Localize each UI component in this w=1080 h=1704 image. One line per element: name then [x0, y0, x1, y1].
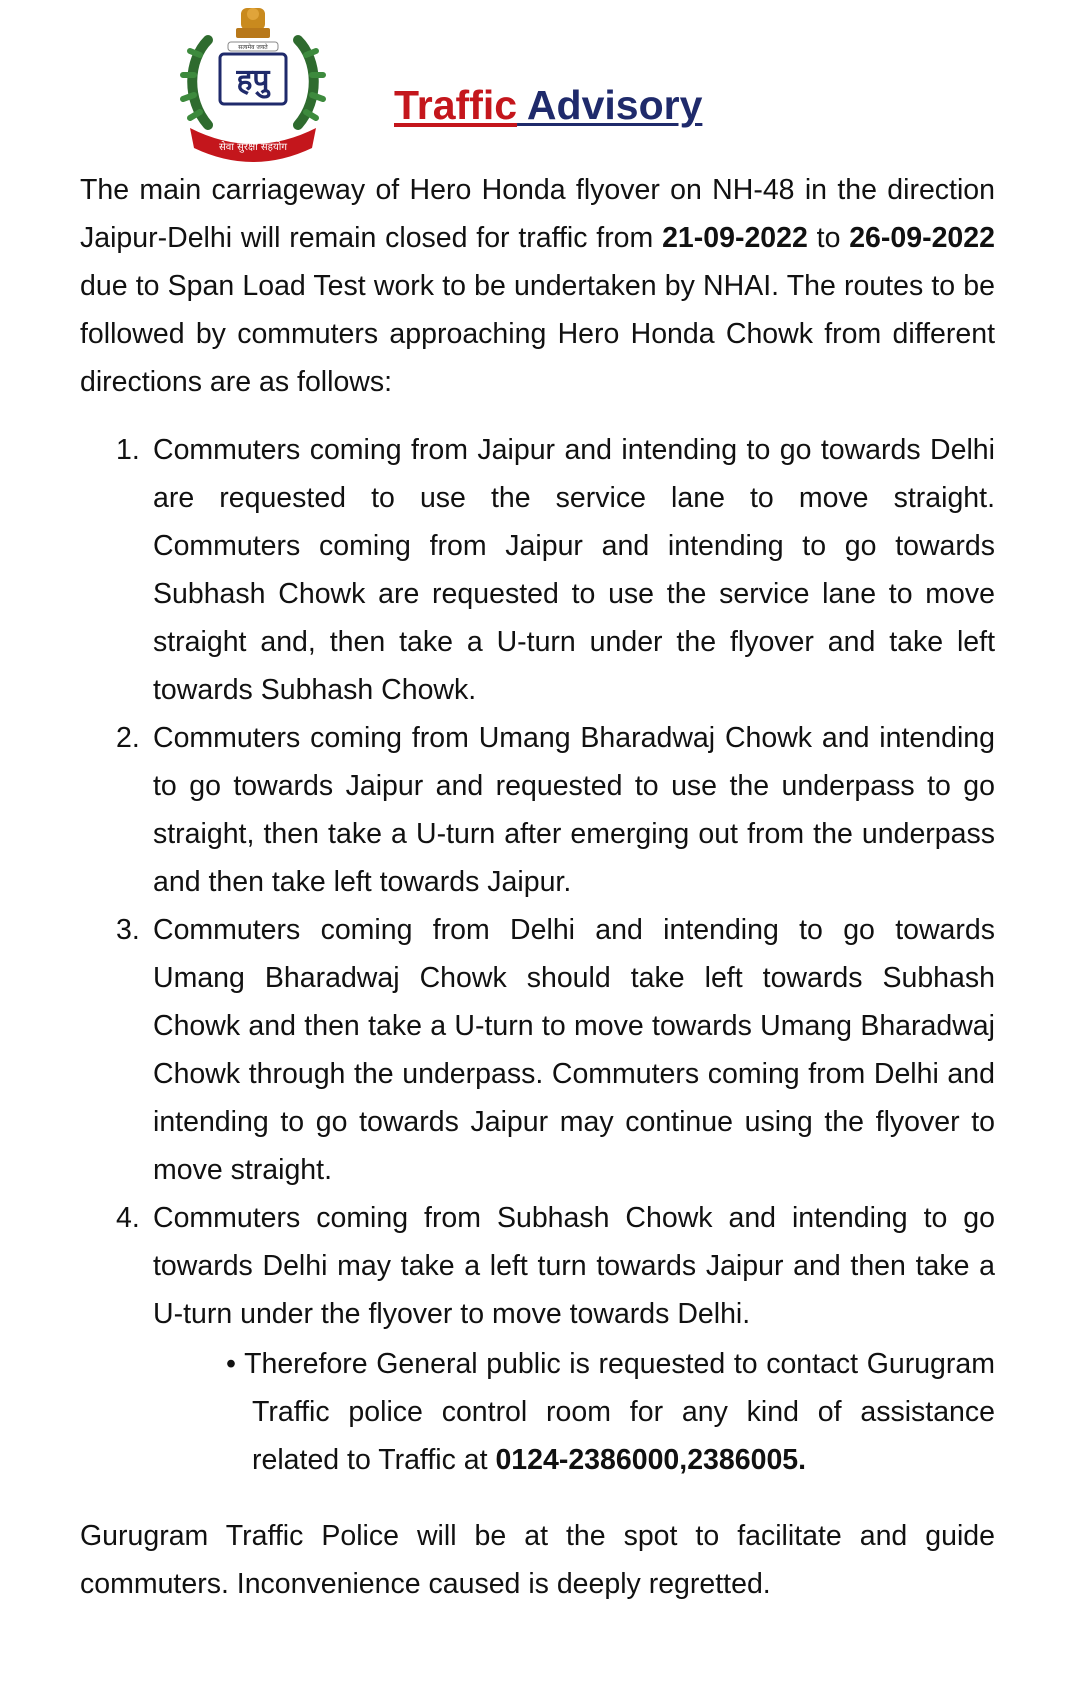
haryana-police-logo — [178, 0, 328, 165]
emblem-caption: सत्यमेव जयते — [238, 44, 268, 51]
intro-paragraph — [80, 166, 995, 406]
logo-letters: हपु — [236, 63, 270, 98]
logo-motto: सेवा सुरक्षा सहयोग — [219, 142, 287, 153]
list-item-text: Commuters coming from Jaipur and intending to go towards Delhi are requested to use the service lane to move straight. Commuters coming from Jaipur and intending to go towards Subhash Chowk are requested to use the service lane to move straight and, then take a U-turn under the flyover and take left towards Subhash Chowk. — [153, 434, 995, 706]
date-from: 21-09-2022 — [662, 222, 808, 254]
bullet-icon: • — [226, 1348, 236, 1380]
list-item — [80, 906, 995, 1194]
control-room-phone: 0124-2386000,2386005. — [495, 1444, 807, 1476]
intro-text-b: to — [807, 222, 850, 254]
routes-list — [80, 426, 995, 1484]
list-item-number: 4. — [116, 1202, 140, 1234]
list-item-number: 1. — [116, 434, 140, 466]
list-item-text: Commuters coming from Subhash Chowk and intending to go towards Delhi may take a left turn towards Jaipur and then take a U-turn under the flyover to move towards Delhi. — [153, 1202, 995, 1330]
page-title — [394, 82, 702, 129]
title-advisory: Advisory — [517, 82, 703, 128]
list-item-number: 2. — [116, 722, 140, 754]
list-item-number: 3. — [116, 914, 140, 946]
list-item-text: Commuters coming from Umang Bharadwaj Chowk and intending to go towards Jaipur and requested to use the underpass to go straight, then take a U-turn after emerging out from the underpass and then take left towards Jaipur. — [153, 722, 995, 898]
contact-note — [225, 1340, 995, 1484]
list-item — [80, 426, 995, 714]
date-to: 26-09-2022 — [849, 222, 995, 254]
list-item-text: Commuters coming from Delhi and intending to go towards Umang Bharadwaj Chowk should take left towards Subhash Chowk and then take a U-turn to move towards Umang Bharadwaj Chowk through the underpass. Commuters coming from Delhi and intending to go towards Jaipur may continue using the flyover to move straight. — [153, 914, 995, 1186]
intro-text-a: The main carriageway of Hero Honda flyover on NH-48 in the direction Jaipur-Delhi will remain closed for traffic from — [80, 174, 995, 254]
note-text: Therefore General public is requested to contact Gurugram Traffic police control room for any kind of assistance related to Traffic at — [235, 1348, 995, 1476]
list-item — [80, 1194, 995, 1338]
closing-paragraph: Gurugram Traffic Police will be at the spot to facilitate and guide commuters. Inconvenience caused is deeply regretted. — [80, 1520, 995, 1600]
intro-text-c: due to Span Load Test work to be undertaken by NHAI. The routes to be followed by commuters approaching Hero Honda Chowk from different directions are as follows: — [80, 270, 995, 398]
list-item — [80, 714, 995, 906]
title-traffic: Traffic — [394, 82, 518, 128]
ashoka-emblem-icon — [236, 8, 270, 38]
